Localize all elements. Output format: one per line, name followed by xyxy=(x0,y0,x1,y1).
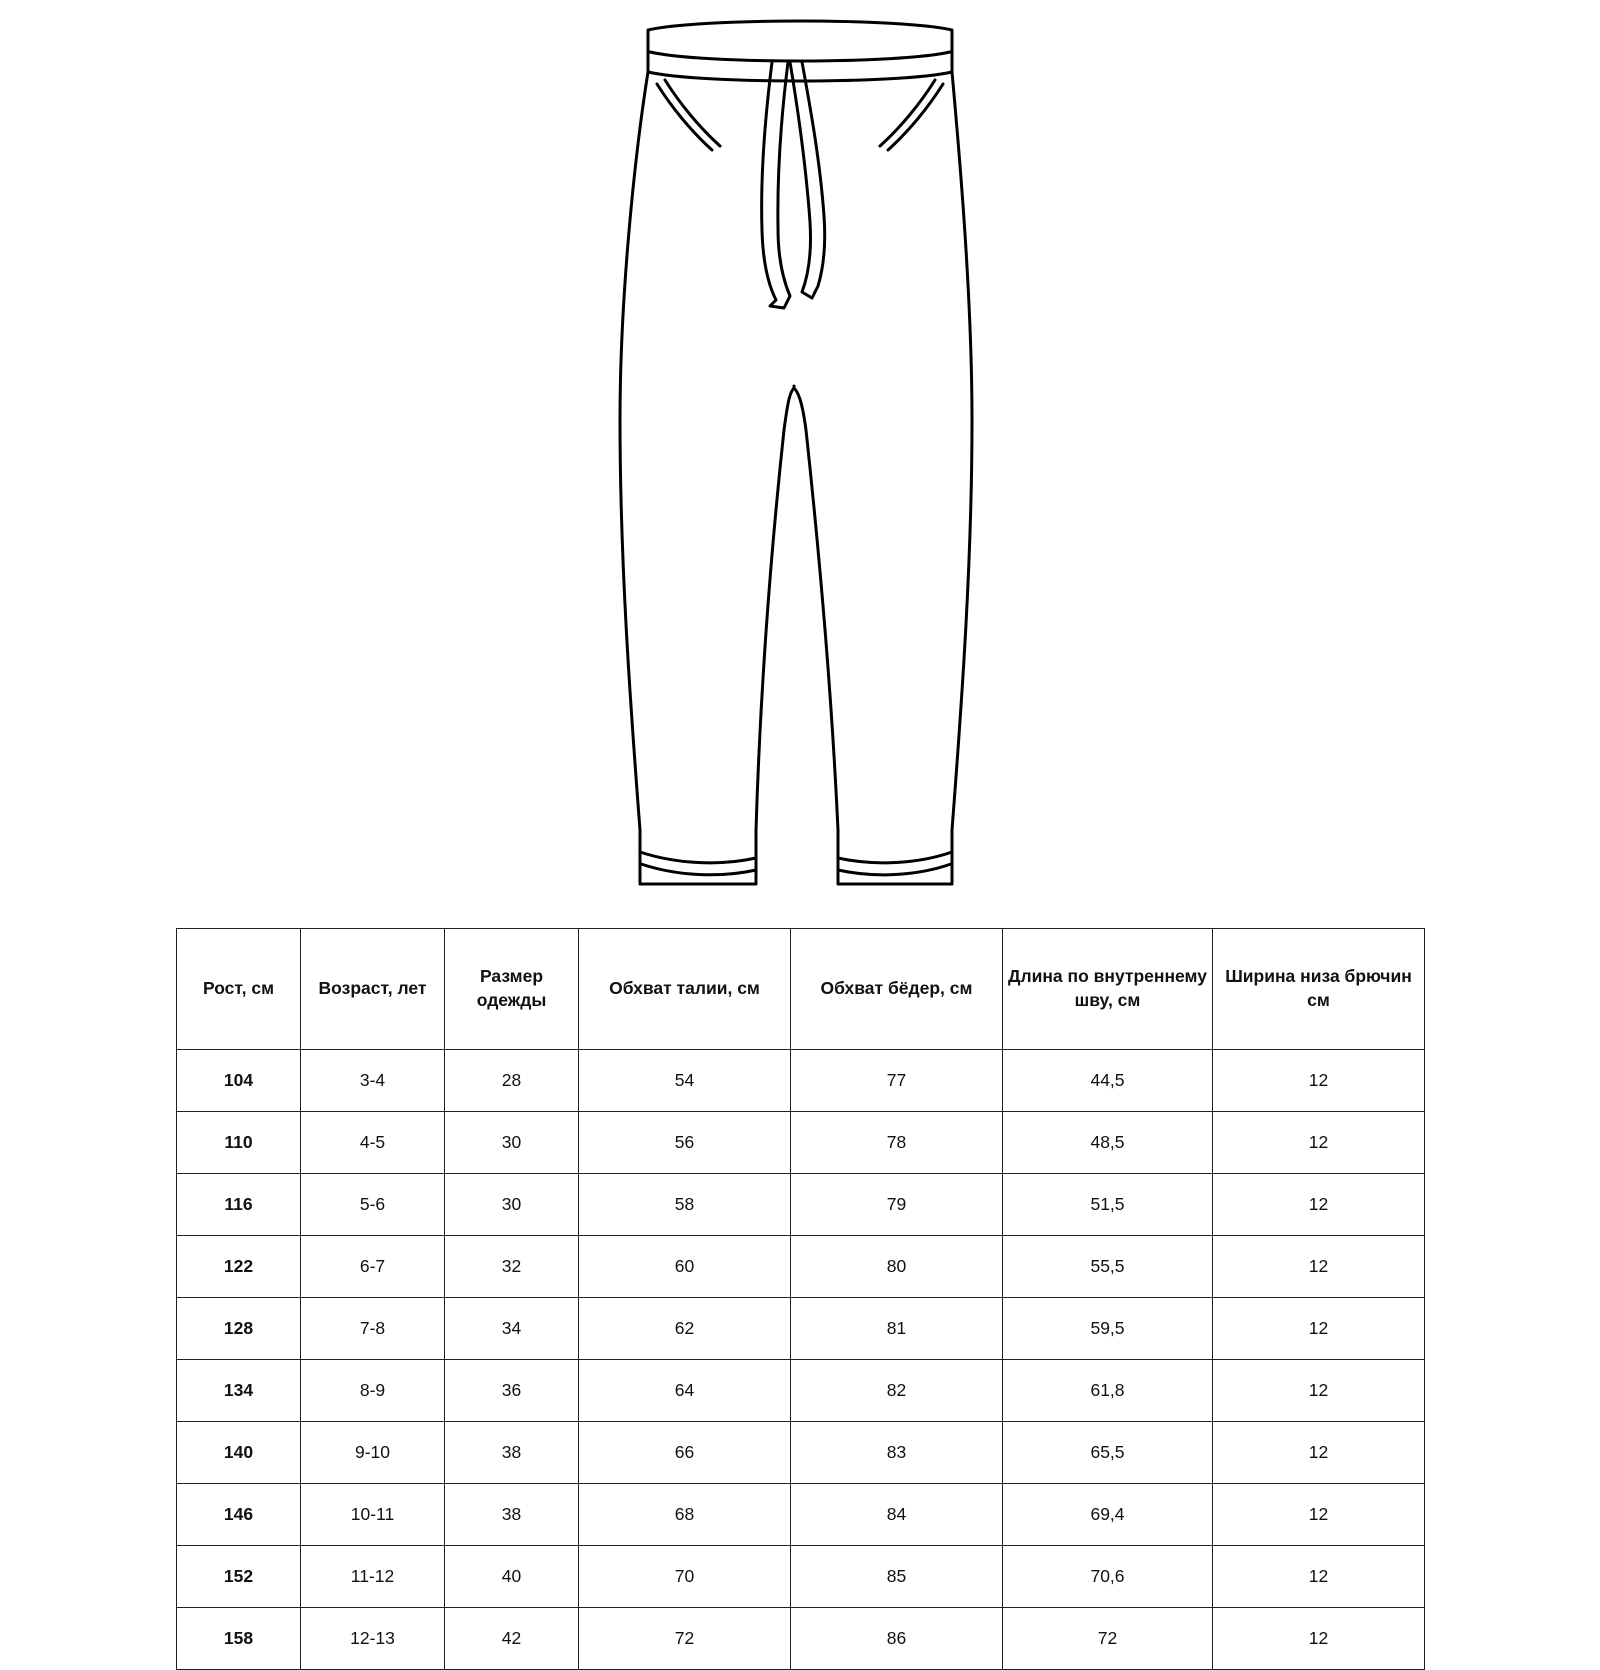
cell-inseam: 51,5 xyxy=(1003,1174,1213,1236)
cell-hips: 81 xyxy=(791,1298,1003,1360)
cell-waist: 72 xyxy=(579,1608,791,1670)
cell-age: 6-7 xyxy=(301,1236,445,1298)
table-header-row xyxy=(177,929,1425,1050)
table-row xyxy=(177,1050,1425,1112)
cell-inseam: 65,5 xyxy=(1003,1422,1213,1484)
cell-clothing-size: 28 xyxy=(445,1050,579,1112)
table-row xyxy=(177,1484,1425,1546)
column-header-inseam: Длина по внутреннему шву, см xyxy=(1003,929,1213,1050)
cell-age: 11-12 xyxy=(301,1546,445,1608)
size-table-header xyxy=(177,929,1425,1050)
cell-height: 158 xyxy=(177,1608,301,1670)
cell-height: 128 xyxy=(177,1298,301,1360)
cell-age: 5-6 xyxy=(301,1174,445,1236)
column-header-leg-opening: Ширина низа брючин см xyxy=(1213,929,1425,1050)
size-table-container xyxy=(176,928,1424,1670)
cell-leg-opening: 12 xyxy=(1213,1112,1425,1174)
cell-height: 122 xyxy=(177,1236,301,1298)
cell-waist: 64 xyxy=(579,1360,791,1422)
cell-height: 110 xyxy=(177,1112,301,1174)
cell-leg-opening: 12 xyxy=(1213,1298,1425,1360)
cell-height: 140 xyxy=(177,1422,301,1484)
cell-clothing-size: 38 xyxy=(445,1484,579,1546)
cell-clothing-size: 30 xyxy=(445,1112,579,1174)
cell-waist: 58 xyxy=(579,1174,791,1236)
cell-clothing-size: 36 xyxy=(445,1360,579,1422)
table-row xyxy=(177,1422,1425,1484)
table-row xyxy=(177,1360,1425,1422)
cell-inseam: 61,8 xyxy=(1003,1360,1213,1422)
cell-waist: 60 xyxy=(579,1236,791,1298)
column-header-waist: Обхват талии, см xyxy=(579,929,791,1050)
cell-age: 10-11 xyxy=(301,1484,445,1546)
cell-hips: 80 xyxy=(791,1236,1003,1298)
cell-inseam: 69,4 xyxy=(1003,1484,1213,1546)
cell-age: 7-8 xyxy=(301,1298,445,1360)
cell-age: 3-4 xyxy=(301,1050,445,1112)
column-header-height: Рост, см xyxy=(177,929,301,1050)
cell-hips: 85 xyxy=(791,1546,1003,1608)
cell-age: 9-10 xyxy=(301,1422,445,1484)
cell-inseam: 55,5 xyxy=(1003,1236,1213,1298)
cell-age: 8-9 xyxy=(301,1360,445,1422)
cell-clothing-size: 38 xyxy=(445,1422,579,1484)
cell-waist: 68 xyxy=(579,1484,791,1546)
cell-leg-opening: 12 xyxy=(1213,1050,1425,1112)
cell-inseam: 72 xyxy=(1003,1608,1213,1670)
cell-inseam: 59,5 xyxy=(1003,1298,1213,1360)
size-table xyxy=(176,928,1425,1670)
cell-inseam: 70,6 xyxy=(1003,1546,1213,1608)
cell-waist: 56 xyxy=(579,1112,791,1174)
table-row xyxy=(177,1174,1425,1236)
cell-leg-opening: 12 xyxy=(1213,1360,1425,1422)
cell-waist: 66 xyxy=(579,1422,791,1484)
cell-leg-opening: 12 xyxy=(1213,1484,1425,1546)
cell-leg-opening: 12 xyxy=(1213,1422,1425,1484)
table-row xyxy=(177,1298,1425,1360)
cell-leg-opening: 12 xyxy=(1213,1174,1425,1236)
cell-hips: 77 xyxy=(791,1050,1003,1112)
table-row xyxy=(177,1608,1425,1670)
cell-height: 116 xyxy=(177,1174,301,1236)
cell-height: 134 xyxy=(177,1360,301,1422)
cell-age: 4-5 xyxy=(301,1112,445,1174)
cell-inseam: 44,5 xyxy=(1003,1050,1213,1112)
cell-height: 152 xyxy=(177,1546,301,1608)
size-table-body xyxy=(177,1050,1425,1670)
cell-leg-opening: 12 xyxy=(1213,1546,1425,1608)
cell-hips: 83 xyxy=(791,1422,1003,1484)
cell-waist: 62 xyxy=(579,1298,791,1360)
cell-hips: 82 xyxy=(791,1360,1003,1422)
cell-clothing-size: 30 xyxy=(445,1174,579,1236)
cell-leg-opening: 12 xyxy=(1213,1236,1425,1298)
cell-hips: 79 xyxy=(791,1174,1003,1236)
cell-clothing-size: 34 xyxy=(445,1298,579,1360)
cell-waist: 54 xyxy=(579,1050,791,1112)
cell-leg-opening: 12 xyxy=(1213,1608,1425,1670)
table-row xyxy=(177,1546,1425,1608)
cell-height: 104 xyxy=(177,1050,301,1112)
cell-waist: 70 xyxy=(579,1546,791,1608)
table-row xyxy=(177,1112,1425,1174)
cell-hips: 78 xyxy=(791,1112,1003,1174)
table-row xyxy=(177,1236,1425,1298)
column-header-clothing-size: Размер одежды xyxy=(445,929,579,1050)
cell-clothing-size: 40 xyxy=(445,1546,579,1608)
column-header-hips: Обхват бёдер, см xyxy=(791,929,1003,1050)
column-header-age: Возраст, лет xyxy=(301,929,445,1050)
cell-hips: 84 xyxy=(791,1484,1003,1546)
cell-clothing-size: 42 xyxy=(445,1608,579,1670)
cell-height: 146 xyxy=(177,1484,301,1546)
cell-age: 12-13 xyxy=(301,1608,445,1670)
cell-inseam: 48,5 xyxy=(1003,1112,1213,1174)
cell-hips: 86 xyxy=(791,1608,1003,1670)
cell-clothing-size: 32 xyxy=(445,1236,579,1298)
